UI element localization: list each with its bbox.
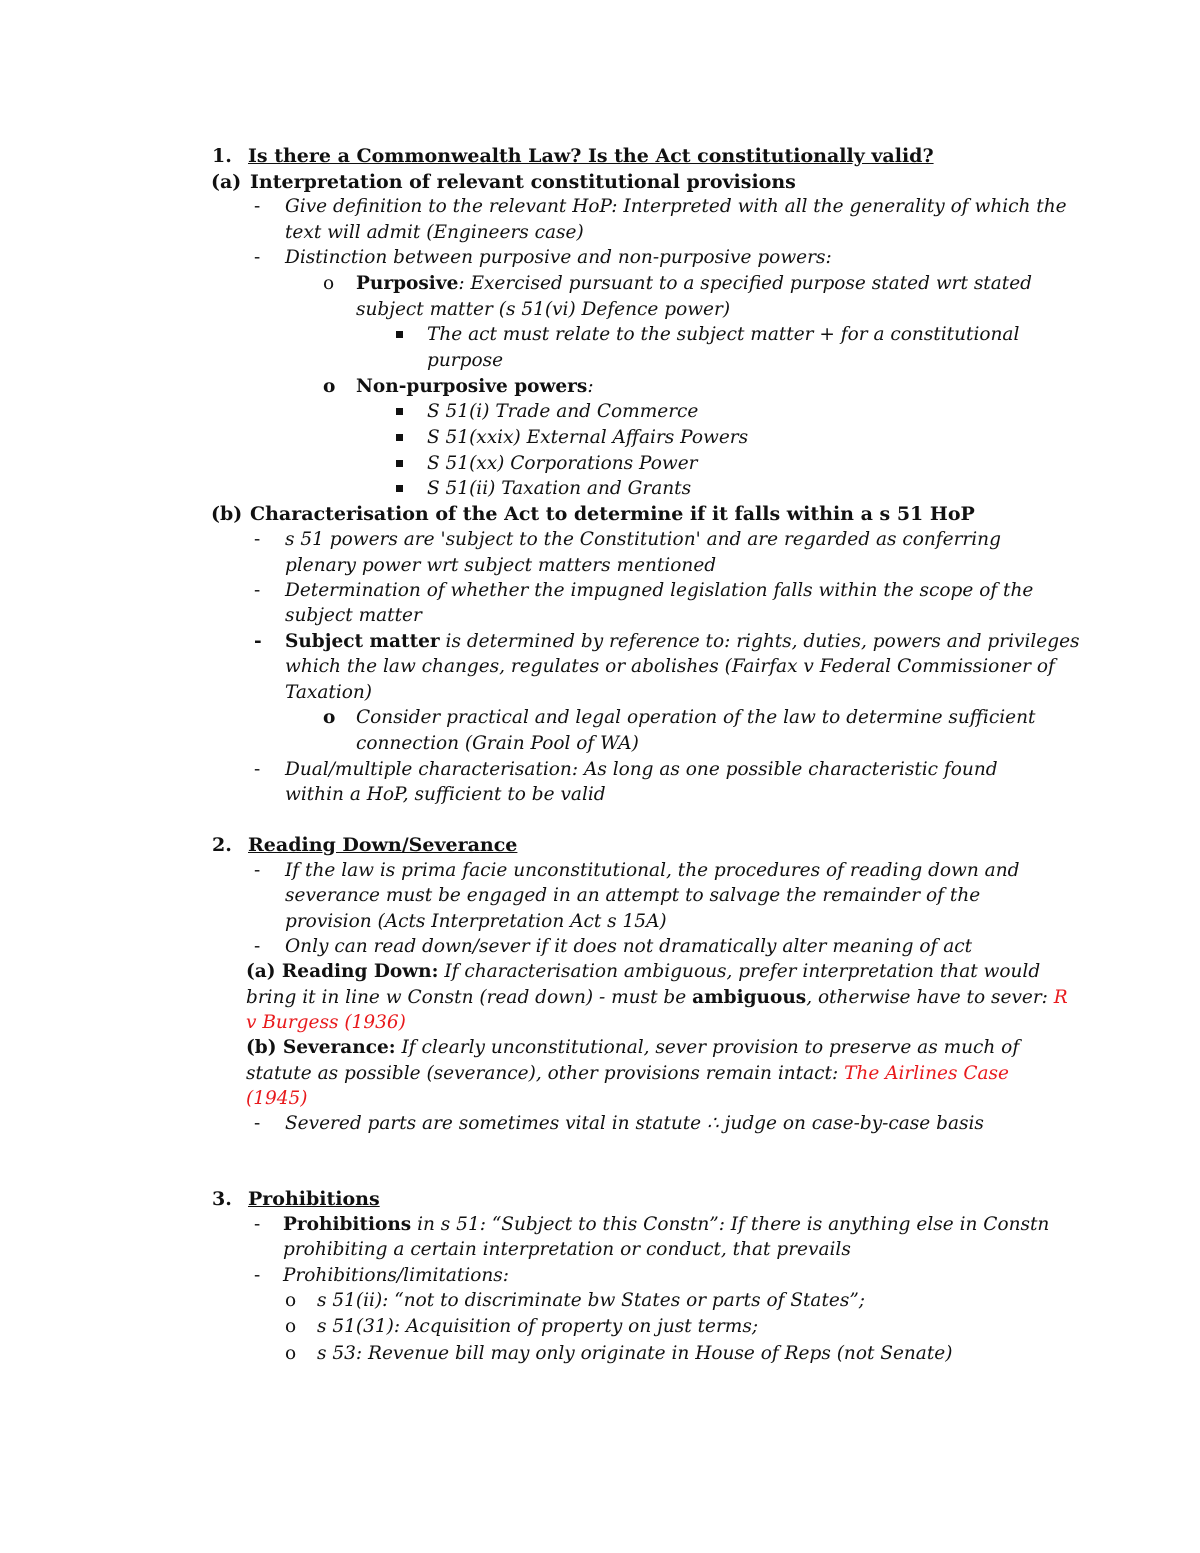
purposive-text-cont: subject matter (s 51(vi) Defence power) [356, 299, 731, 320]
list-item: s 51(ii): “not to discriminate bw States or parts of States”; [317, 1290, 866, 1311]
bullet-text: prohibiting a certain interpretation or conduct, that prevails [283, 1239, 851, 1260]
prohibitions-line [283, 1212, 1049, 1238]
subject-matter-line [285, 629, 1080, 655]
section-number: 2. [212, 834, 232, 856]
bullet-text: within a HoP, sufficient to be valid [285, 784, 606, 805]
dash-bullet: - [254, 1113, 261, 1134]
section-title: Reading Down/Severance [248, 834, 518, 856]
bullet-text: Determination of whether the impugned legislation falls within the scope of the [285, 580, 1034, 601]
circle-bullet: o [323, 273, 335, 294]
dash-bullet: - [254, 247, 261, 268]
dash-bullet: - [254, 1265, 261, 1286]
purposive-text: Exercised pursuant to a specified purpose stated wrt stated [464, 273, 1032, 294]
bullet-text: connection (Grain Pool of WA) [356, 733, 639, 754]
bullet-text: Dual/multiple characterisation: As long as one possible characteristic found [285, 759, 998, 780]
subsection-label: (b) [211, 503, 243, 525]
nonpurposive-sep: : [587, 376, 594, 397]
square-bullet [396, 485, 403, 492]
list-item: S 51(ii) Taxation and Grants [427, 478, 692, 499]
subsection-label: (a) [211, 171, 242, 193]
purposive-label: Purposive [356, 273, 459, 294]
section-title: Is there a Commonwealth Law? Is the Act constitutionally valid? [248, 145, 934, 167]
bullet-text: Prohibitions/limitations: [283, 1265, 510, 1286]
purposive-line [356, 271, 1032, 297]
purposive-sep: : [458, 273, 465, 294]
section-number: 3. [212, 1188, 232, 1210]
nonpurposive-label: Non-purposive powers [356, 376, 588, 397]
section-title: Prohibitions [248, 1188, 380, 1210]
prohibitions-text: in s 51: “Subject to this Constn”: If there is anything else in Constn [411, 1214, 1050, 1235]
square-bullet [396, 460, 403, 467]
severance-text: statute as possible (severance), other provisions remain intact: [246, 1063, 845, 1084]
circle-bullet: o [323, 707, 336, 728]
square-bullet [396, 434, 403, 441]
bullet-text: severance must be engaged in an attempt to salvage the remainder of the [285, 885, 981, 906]
dash-bullet: - [254, 196, 261, 217]
reading-down-text: If characterisation ambiguous, prefer interpretation that would [438, 961, 1041, 982]
case-citation: (1945) [246, 1088, 308, 1109]
reading-down-text: , otherwise have to sever: [806, 987, 1054, 1008]
bullet-text: provision (Acts Interpretation Act s 15A) [285, 911, 667, 932]
dash-bullet: - [254, 860, 261, 881]
dash-bullet: - [254, 1214, 261, 1235]
reading-down-line [246, 959, 1040, 985]
square-bullet [396, 331, 403, 338]
bullet-text: Severed parts are sometimes vital in statute ∴ judge on case-by-case basis [285, 1113, 984, 1134]
case-citation: v Burgess (1936) [246, 1012, 406, 1033]
severance-text: If clearly unconstitutional, sever provision to preserve as much of [395, 1037, 1020, 1058]
ambiguous-term: ambiguous [692, 987, 807, 1008]
circle-bullet: o [285, 1343, 297, 1364]
bullet-text: Consider practical and legal operation of the law to determine sufficient [356, 707, 1036, 728]
bullet-text: Taxation) [285, 682, 373, 703]
nonpurposive-line [356, 374, 594, 400]
subject-matter-label: Subject matter [285, 631, 440, 652]
severance-label: (b) Severance: [246, 1037, 396, 1058]
bullet-text: Only can read down/sever if it does not dramatically alter meaning of act [285, 936, 973, 957]
square-bullet [396, 408, 403, 415]
circle-bullet: o [323, 376, 336, 397]
dash-bullet: - [254, 580, 261, 601]
reading-down-label: (a) Reading Down: [246, 961, 439, 982]
prohibitions-label: Prohibitions [283, 1214, 412, 1235]
list-item: S 51(i) Trade and Commerce [427, 401, 699, 422]
bullet-text: which the law changes, regulates or abolishes (Fairfax v Federal Commissioner of [285, 656, 1055, 677]
bullet-text: s 51 powers are 'subject to the Constitution' and are regarded as conferring [285, 529, 1001, 550]
bullet-text: If the law is prima facie unconstitutional, the procedures of reading down and [285, 860, 1020, 881]
bullet-text: Distinction between purposive and non-purposive powers: [285, 247, 832, 268]
bullet-text: purpose [427, 350, 504, 371]
subject-matter-text: is determined by reference to: rights, duties, powers and privileges [439, 631, 1080, 652]
circle-bullet: o [285, 1290, 297, 1311]
list-item: s 53: Revenue bill may only originate in House of Reps (not Senate) [317, 1343, 953, 1364]
list-item: S 51(xxix) External Affairs Powers [427, 427, 749, 448]
dash-bullet: - [254, 759, 261, 780]
dash-bullet: - [254, 529, 261, 550]
bullet-text: plenary power wrt subject matters mentioned [285, 555, 717, 576]
bullet-text: subject matter [285, 605, 422, 626]
subsection-title: Characterisation of the Act to determine if it falls within a s 51 HoP [250, 503, 975, 525]
reading-down-line-2 [246, 985, 1068, 1011]
circle-bullet: o [285, 1316, 297, 1337]
case-citation: The Airlines Case [844, 1063, 1009, 1084]
severance-line-2 [246, 1061, 1009, 1087]
reading-down-text: bring it in line w Constn (read down) - must be [246, 987, 693, 1008]
case-citation: R [1053, 987, 1068, 1008]
list-item: S 51(xx) Corporations Power [427, 453, 698, 474]
bullet-text: text will admit (Engineers case) [285, 222, 584, 243]
bullet-text: The act must relate to the subject matter + for a constitutional [427, 324, 1020, 345]
dash-bullet: - [254, 936, 261, 957]
bullet-text: Give definition to the relevant HoP: Interpreted with all the generality of which the [285, 196, 1067, 217]
section-number: 1. [212, 145, 232, 167]
subsection-title: Interpretation of relevant constitutional provisions [250, 171, 796, 193]
list-item: s 51(31): Acquisition of property on just terms; [317, 1316, 759, 1337]
dash-bullet: - [254, 631, 262, 652]
severance-line [246, 1035, 1019, 1061]
